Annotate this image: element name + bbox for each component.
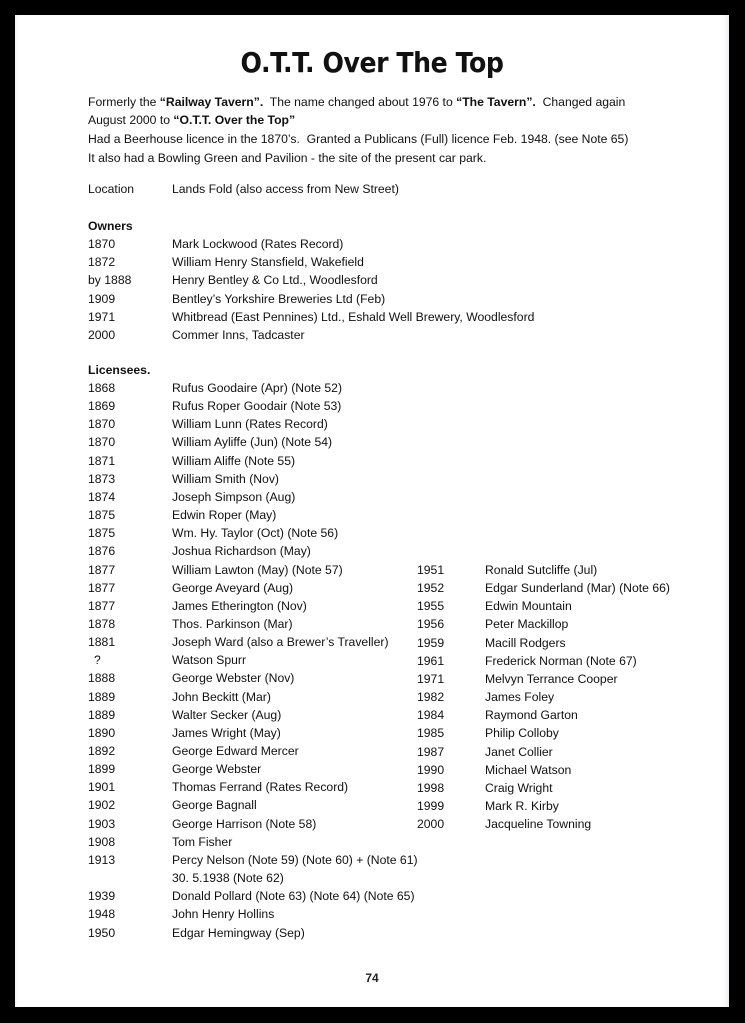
entry-name: George Harrison (Note 58): [172, 816, 317, 831]
entry-name: Wm. Hy. Taylor (Oct) (Note 56): [172, 526, 339, 541]
entry-year: 1877: [88, 580, 116, 595]
entry-name: George Webster (Nov): [172, 671, 295, 686]
document-page: [15, 15, 729, 1007]
entry-name: Mark Lockwood (Rates Record): [172, 237, 344, 251]
location-label: Location: [88, 182, 135, 196]
entry-year: 1868: [88, 381, 116, 395]
entry-year: 1971: [88, 309, 116, 324]
entry-year: 1999: [417, 798, 445, 813]
entry-name: Walter Secker (Aug): [172, 707, 282, 722]
entry-year: 1872: [88, 255, 116, 270]
entry-name: Mark R. Kirby: [485, 798, 559, 813]
entry-name: George Webster: [172, 762, 262, 777]
entry-year: 1998: [417, 780, 445, 795]
intro-line-3: Had a Beerhouse licence in the 1870’s. Granted a Publicans (Full) licence Feb. 1948. (see Note 65): [88, 132, 629, 146]
entry-name: Michael Watson: [485, 762, 572, 777]
entry-year: 1875: [88, 526, 116, 541]
entry-year: 1877: [88, 598, 116, 613]
intro-line-1: [88, 93, 688, 111]
entry-year: 1878: [88, 616, 116, 631]
entry-name: Henry Bentley & Co Ltd., Woodlesford: [172, 273, 378, 288]
entry-name: Craig Wright: [485, 780, 553, 795]
entry-name: Frederick Norman (Note 67): [485, 653, 637, 668]
text: The name changed about 1976 to: [263, 95, 457, 109]
entry-name: William Aliffe (Note 55): [172, 453, 296, 468]
entry-name: Watson Spurr: [172, 653, 247, 668]
entry-year: 1971: [417, 671, 445, 686]
entry-year: 1909: [88, 291, 116, 306]
entry-name: Raymond Garton: [485, 708, 578, 723]
entry-year: 1982: [417, 690, 445, 705]
text: Changed again: [535, 95, 626, 109]
entry-year: 1903: [88, 816, 116, 831]
entry-name: Philip Colloby: [485, 726, 559, 741]
entry-name: Thomas Ferrand (Rates Record): [172, 780, 349, 795]
entry-name: Thos. Parkinson (Mar): [172, 616, 293, 631]
intro-paragraph: [88, 93, 688, 167]
page-number: 74: [365, 971, 379, 985]
entry-name: Ronald Sutcliffe (Jul): [485, 563, 598, 577]
entry-name: Edgar Hemingway (Sep): [172, 925, 305, 940]
entry-year: 1950: [88, 925, 116, 940]
entry-name: Bentley’s Yorkshire Breweries Ltd (Feb): [172, 291, 386, 306]
entry-name: Joseph Simpson (Aug): [172, 489, 296, 504]
entry-year: 1875: [88, 508, 116, 523]
entry-year: 1985: [417, 726, 445, 741]
entry-year: 1870: [88, 417, 116, 432]
entry-name: Edgar Sunderland (Mar) (Note 66): [485, 581, 670, 596]
entry-name: William Smith (Nov): [172, 471, 279, 486]
text: Formerly the: [88, 95, 160, 109]
entry-year: 1984: [417, 708, 445, 723]
entry-name: Peter Mackillop: [485, 617, 569, 632]
entry-year: 1952: [417, 581, 445, 596]
entry-year: 1913: [88, 852, 116, 867]
entry-name: James Wright (May): [172, 725, 281, 740]
entry-year: 1873: [88, 471, 116, 486]
entry-name: William Lawton (May) (Note 57): [172, 562, 343, 577]
entry-year: 1951: [417, 563, 445, 577]
entry-year: 1876: [88, 544, 116, 559]
entry-year: 1990: [417, 762, 445, 777]
entry-name: John Henry Hollins: [172, 907, 275, 922]
current-name: “O.T.T. Over the Top”: [173, 113, 296, 127]
entry-name: Commer Inns, Tadcaster: [172, 328, 305, 342]
entry-year: 1956: [417, 617, 445, 632]
entry-name: James Etherington (Nov): [172, 598, 307, 613]
entry-year: 1892: [88, 744, 116, 758]
entry-name: Tom Fisher: [172, 834, 233, 849]
entry-name: Edwin Roper (May): [172, 508, 277, 523]
entry-year: 1961: [417, 653, 445, 668]
entry-name: Percy Nelson (Note 59) (Note 60) + (Note 61): [172, 852, 418, 867]
entry-name: Joshua Richardson (May): [172, 544, 311, 559]
entry-year: 1870: [88, 435, 116, 450]
entry-year: 1877: [88, 562, 116, 577]
entry-name: George Aveyard (Aug): [172, 580, 294, 595]
entry-name: William Ayliffe (Jun) (Note 54): [172, 435, 333, 450]
entry-name: Joseph Ward (also a Brewer’s Traveller): [172, 635, 389, 650]
entry-year: 1939: [88, 889, 116, 904]
entry-name: John Beckitt (Mar): [172, 689, 271, 704]
entry-year: 1890: [88, 725, 116, 740]
entry-year: 1889: [88, 689, 116, 704]
entry-year: 2000: [88, 328, 116, 342]
former-name: “Railway Tavern”.: [159, 95, 264, 109]
entry-name: Edwin Mountain: [485, 599, 572, 614]
second-name: “The Tavern”.: [456, 95, 536, 109]
entry-year: 1889: [88, 707, 116, 722]
entry-name: Donald Pollard (Note 63) (Note 64) (Note 65): [172, 889, 415, 904]
entry-name: Janet Collier: [485, 744, 553, 759]
entry-name: Melvyn Terrance Cooper: [485, 671, 618, 686]
intro-line-4: It also had a Bowling Green and Pavilion - the site of the present car park.: [88, 151, 487, 165]
entry-name: William Lunn (Rates Record): [172, 417, 328, 432]
entry-year: ?: [94, 653, 101, 668]
text: August 2000 to: [88, 113, 174, 127]
entry-year: 1902: [88, 798, 116, 813]
entry-year: 1987: [417, 744, 445, 759]
entry-year: 2000: [417, 817, 445, 832]
entry-year: 1871: [88, 453, 116, 468]
entry-year: 1899: [88, 762, 116, 777]
entry-year: 1874: [88, 489, 116, 504]
entry-name: James Foley: [485, 690, 555, 705]
entry-year: 1869: [88, 399, 116, 414]
entry-name: Whitbread (East Pennines) Ltd., Eshald Well Brewery, Woodlesford: [172, 309, 535, 324]
page-title: O.T.T. Over The Top: [240, 46, 504, 79]
entry-year: by 1888: [88, 273, 132, 288]
entry-year: 1955: [417, 599, 445, 614]
intro-line-2: [88, 111, 688, 129]
entry-year: 1948: [88, 907, 116, 922]
location-value: Lands Fold (also access from New Street): [172, 182, 399, 196]
entry-year: 1959: [417, 635, 445, 650]
entry-year: 1908: [88, 834, 116, 849]
entry-name: Macill Rodgers: [485, 635, 566, 650]
entry-name: Jacqueline Towning: [485, 817, 592, 832]
owners-heading: Owners: [88, 219, 133, 233]
entry-name: William Henry Stansfield, Wakefield: [172, 255, 364, 270]
entry-name: George Edward Mercer: [172, 744, 299, 758]
entry-year: 1888: [88, 671, 116, 686]
entry-year: 1901: [88, 780, 116, 795]
entry-name: 30. 5.1938 (Note 62): [172, 871, 284, 886]
entry-year: 1881: [88, 635, 116, 650]
entry-name: Rufus Roper Goodair (Note 53): [172, 399, 342, 414]
entry-year: 1870: [88, 237, 116, 251]
licensees-heading: Licensees.: [88, 363, 151, 377]
entry-name: Rufus Goodaire (Apr) (Note 52): [172, 381, 343, 395]
entry-name: George Bagnall: [172, 798, 257, 813]
